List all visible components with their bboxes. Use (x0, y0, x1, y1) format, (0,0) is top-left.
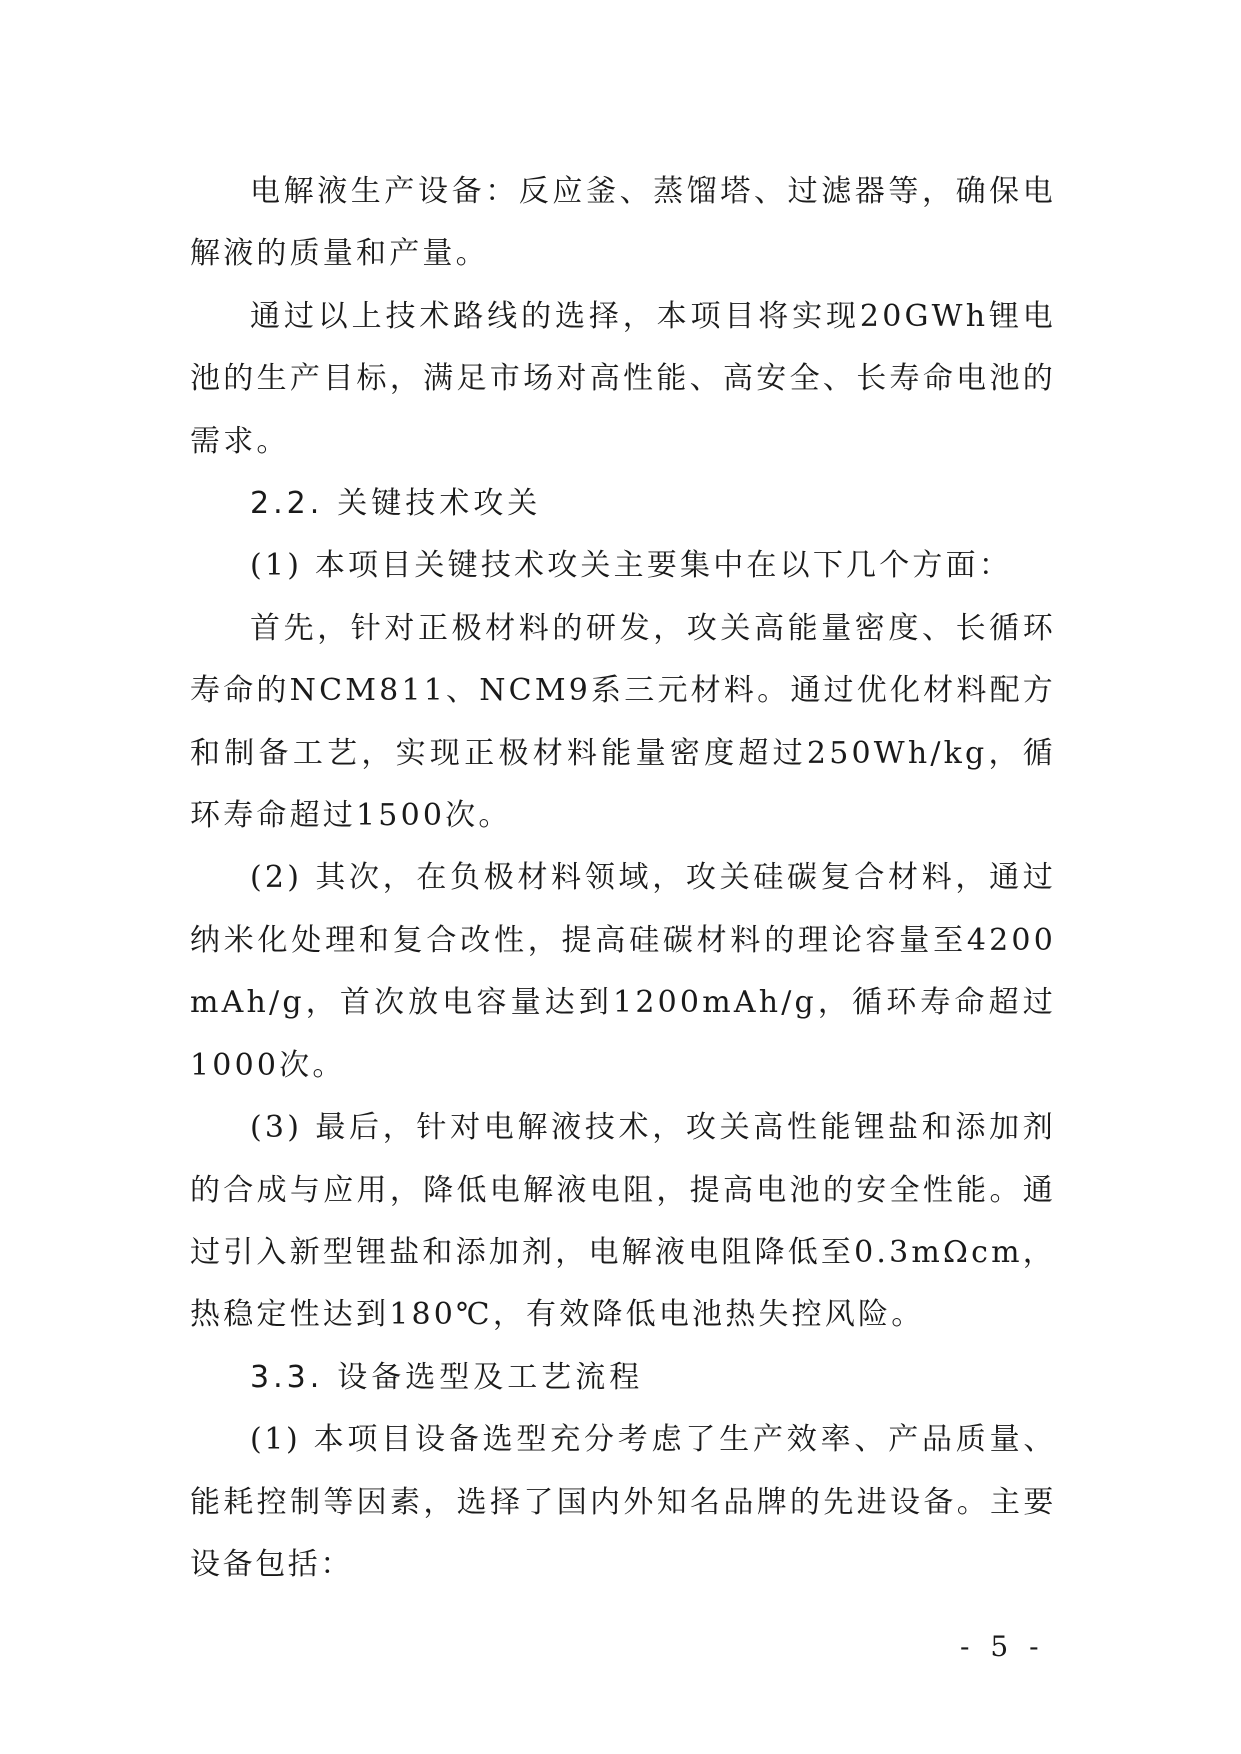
paragraph-technical-route-summary: 通过以上技术路线的选择，本项目将实现20GWh锂电池的生产目标，满足市场对高性能、高安全、长寿命电池的需求。 (190, 298, 1056, 459)
page-number: - 5 - (960, 1630, 1045, 1663)
section-title: 设备选型及工艺流程 (337, 1359, 644, 1395)
paragraph-cathode-materials: 首先，针对正极材料的研发，攻关高能量密度、长循环寿命的NCM811、NCM9系三元材料。通过优化材料配方和制备工艺，实现正极材料能量密度超过250Wh/kg，循环寿命超过1500次。 (190, 610, 1056, 834)
section-number: 2.2. (250, 486, 324, 522)
paragraph-key-tech-intro: (1) 本项目关键技术攻关主要集中在以下几个方面： (250, 548, 1013, 584)
paragraph-electrolyte-tech: (3) 最后，针对电解液技术，攻关高性能锂盐和添加剂的合成与应用，降低电解液电阻，提高电池的安全性能。通过引入新型锂盐和添加剂，电解液电阻降低至0.3mΩcm，热稳定性达到180℃，有效降低电池热失控风险。 (190, 1110, 1056, 1333)
section-title: 关键技术攻关 (337, 486, 542, 522)
document-body (190, 161, 1056, 1596)
section-heading-3-3 (190, 1347, 1056, 1409)
paragraph-equipment-selection: (1) 本项目设备选型充分考虑了生产效率、产品质量、能耗控制等因素，选择了国内外知名品牌的先进设备。主要设备包括： (190, 1422, 1056, 1582)
paragraph-anode-materials: (2) 其次，在负极材料领域，攻关硅碳复合材料，通过纳米化处理和复合改性，提高硅碳材料的理论容量至4200mAh/g，首次放电容量达到1200mAh/g，循环寿命超过1000次。 (190, 860, 1056, 1083)
section-heading-2-2 (190, 473, 1056, 535)
paragraph-electrolyte-equipment: 电解液生产设备：反应釜、蒸馏塔、过滤器等，确保电解液的质量和产量。 (190, 174, 1056, 272)
section-number: 3.3. (250, 1359, 324, 1395)
